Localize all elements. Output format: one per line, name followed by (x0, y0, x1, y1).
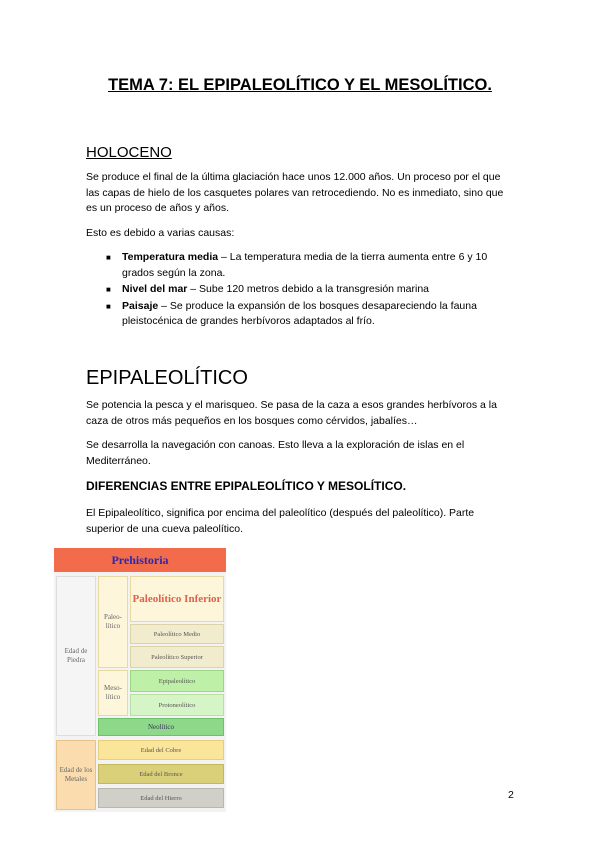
epipaleolitico-cell: Epipaleolítico (130, 670, 224, 692)
bullet-icon: ■ (106, 285, 111, 294)
bullet-icon: ■ (106, 253, 111, 262)
neolitico-cell: Neolítico (98, 718, 224, 736)
bullet-term: Paisaje (122, 299, 159, 312)
holoceno-paragraph: Se produce el final de la última glaciación hace unos 12.000 años. Un proceso por el que las capas de hielo de los casquetes polares van retrocediendo. No es inmediato, sino que es un proceso de años y años. (86, 171, 504, 214)
diferencias-heading: DIFERENCIAS ENTRE EPIPALEOLÍTICO Y MESOLÍTICO. (86, 479, 407, 493)
causes-list (106, 250, 516, 331)
page-title: TEMA 7: EL EPIPALEOLÍTICO Y EL MESOLÍTICO. (108, 76, 492, 94)
paleolitico-medio-cell: Paleolítico Medio (130, 624, 224, 644)
list-item (106, 282, 516, 298)
prehistoria-chart (54, 548, 226, 812)
edad-bronce-cell: Edad del Bronce (98, 764, 224, 784)
paleolitico-inferior-cell: Paleolítico Inferior (130, 576, 224, 622)
protoneolitico-cell: Protoneolítico (130, 694, 224, 716)
edad-metales-cell: Edad de los Metales (56, 740, 96, 810)
mesolitico-cell: Meso-lítico (98, 670, 128, 716)
paleolitico-cell: Paleo-lítico (98, 576, 128, 668)
bullet-icon: ■ (106, 301, 111, 311)
causes-intro: Esto es debido a varias causas: (86, 227, 235, 239)
bullet-term: Temperatura media (122, 251, 219, 263)
edad-hierro-cell: Edad del Hierro (98, 788, 224, 808)
edad-cobre-cell: Edad del Cobre (98, 740, 224, 760)
diferencias-paragraph: El Epipaleolítico, significa por encima del paleolítico (después del paleolítico). Parte superior de una cueva paleolítico. (86, 507, 475, 535)
bullet-text: – La temperatura media de la tierra aumenta entre 6 y 10 grados según la zona. (122, 251, 488, 279)
epipaleolitico-heading: EPIPALEOLÍTICO (86, 367, 248, 389)
holoceno-heading: HOLOCENO (86, 144, 172, 161)
chart-header: Prehistoria (54, 548, 226, 572)
paleolitico-superior-cell: Paleolítico Superior (130, 646, 224, 668)
bullet-text: – Se produce la expansión de los bosques desapareciendo la fauna pleistocénica de grandes herbívoros adaptados al frío. (122, 299, 477, 327)
bullet-term: Nivel del mar (122, 283, 188, 295)
edad-piedra-cell: Edad de Piedra (56, 576, 96, 736)
list-item (106, 250, 516, 281)
bullet-text: – Sube 120 metros debido a la transgresión marina (187, 283, 430, 295)
list-item (106, 299, 516, 330)
page-number: 2 (508, 789, 514, 801)
epipaleolitico-paragraph-1: Se potencia la pesca y el marisqueo. Se pasa de la caza a esos grandes herbívoros a la caza de otros más pequeños en los bosques como cérvidos, jabalíes… (86, 399, 497, 427)
epipaleolitico-paragraph-2: Se desarrolla la navegación con canoas. Esto lleva a la exploración de islas en el Mediterráneo. (86, 439, 465, 467)
